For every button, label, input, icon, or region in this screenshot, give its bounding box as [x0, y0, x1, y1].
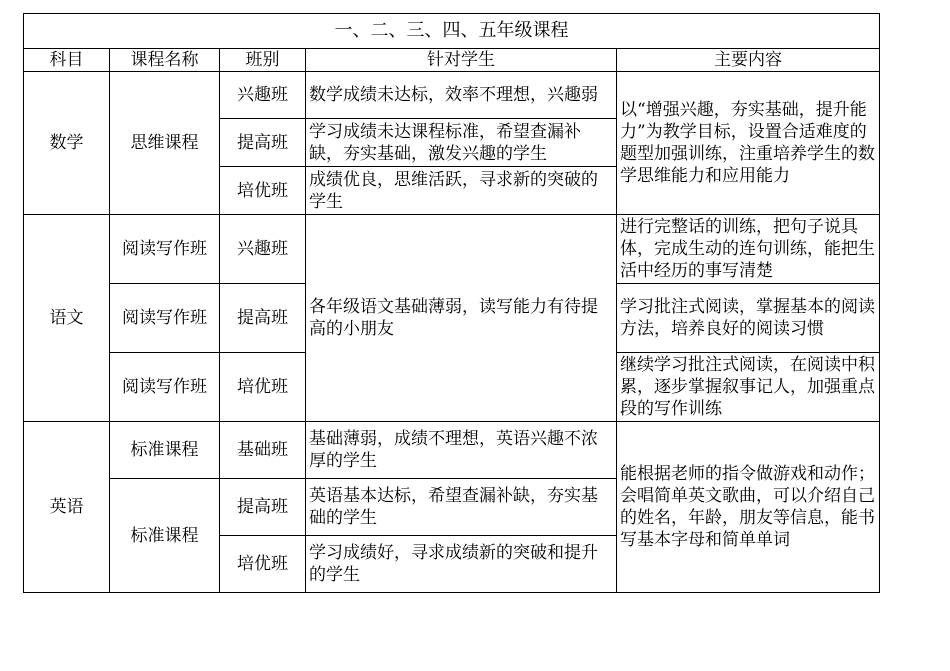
course-cell: 阅读写作班	[110, 215, 220, 284]
class-cell: 培优班	[220, 167, 306, 215]
subject-chinese: 语文	[24, 215, 110, 422]
content-cell: 进行完整话的训练，把句子说具体，完成生动的连句训练，能把生活中经历的事写清楚	[617, 215, 880, 284]
target-cell: 基础薄弱，成绩不理想，英语兴趣不浓厚的学生	[306, 422, 617, 479]
class-cell: 提高班	[220, 479, 306, 536]
class-cell: 提高班	[220, 119, 306, 167]
content-math: 以“增强兴趣，夯实基础，提升能力”为教学目标，设置合适难度的题型加强训练，注重培养学生的数学思维能力和应用能力	[617, 72, 880, 215]
course-cell: 标准课程	[110, 479, 220, 593]
course-cell: 阅读写作班	[110, 353, 220, 422]
content-cell: 学习批注式阅读，掌握基本的阅读方法，培养良好的阅读习惯	[617, 284, 880, 353]
table-row	[24, 422, 880, 479]
subject-english: 英语	[24, 422, 110, 593]
class-cell: 兴趣班	[220, 72, 306, 119]
class-cell: 兴趣班	[220, 215, 306, 284]
class-cell: 培优班	[220, 353, 306, 422]
subject-math: 数学	[24, 72, 110, 215]
class-cell: 基础班	[220, 422, 306, 479]
content-english: 能根据老师的指令做游戏和动作；会唱简单英文歌曲，可以介绍自己的姓名，年龄，朋友等信息，能书写基本字母和简单单词	[617, 422, 880, 593]
table-title: 一、二、三、四、五年级课程	[24, 14, 880, 49]
table-row	[24, 215, 880, 284]
table-row	[24, 72, 880, 119]
target-cell: 成绩优良，思维活跃，寻求新的突破的学生	[306, 167, 617, 215]
header-class: 班别	[220, 49, 306, 72]
header-subject: 科目	[24, 49, 110, 72]
target-chinese: 各年级语文基础薄弱，读写能力有待提高的小朋友	[306, 215, 617, 422]
course-math: 思维课程	[110, 72, 220, 215]
content-cell: 继续学习批注式阅读，在阅读中积累，逐步掌握叙事记人，加强重点段的写作训练	[617, 353, 880, 422]
course-table	[23, 13, 880, 593]
header-target-students: 针对学生	[306, 49, 617, 72]
class-cell: 培优班	[220, 536, 306, 593]
course-cell: 标准课程	[110, 422, 220, 479]
target-cell: 数学成绩未达标，效率不理想，兴趣弱	[306, 72, 617, 119]
header-row	[24, 49, 880, 72]
course-cell: 阅读写作班	[110, 284, 220, 353]
target-cell: 英语基本达标，希望查漏补缺，夯实基础的学生	[306, 479, 617, 536]
header-main-content: 主要内容	[617, 49, 880, 72]
target-cell: 学习成绩好，寻求成绩新的突破和提升的学生	[306, 536, 617, 593]
class-cell: 提高班	[220, 284, 306, 353]
target-cell: 学习成绩未达课程标准，希望查漏补缺，夯实基础，激发兴趣的学生	[306, 119, 617, 167]
header-course-name: 课程名称	[110, 49, 220, 72]
